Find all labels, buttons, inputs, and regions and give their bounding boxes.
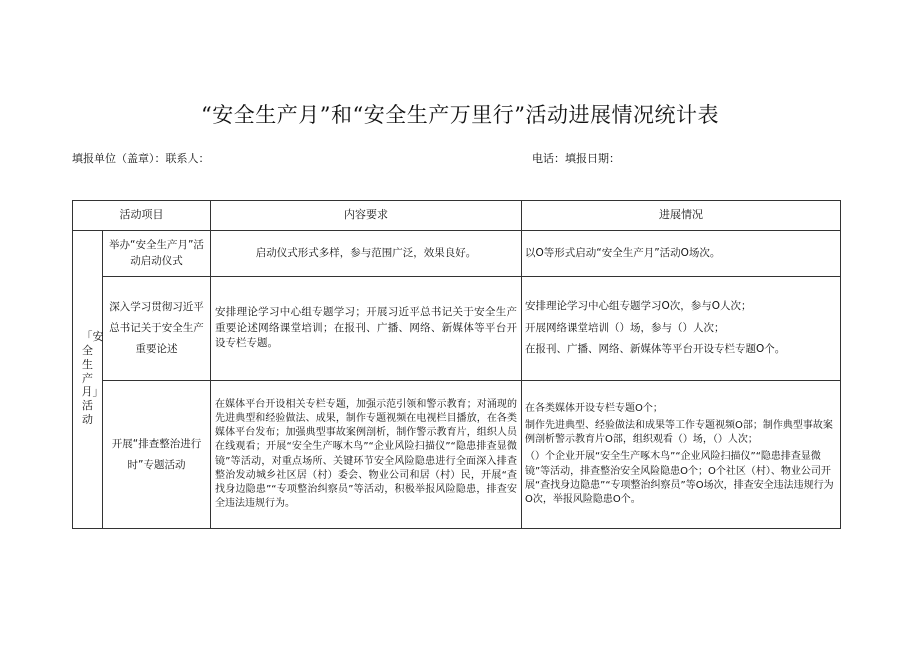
progress-line: 在报刊、广播、网络、新媒体等平台开设专栏专题O个。 bbox=[525, 343, 786, 356]
activity-item-cell: 深入学习贯彻习近平总书记关于安全生产重要论述 bbox=[103, 277, 211, 381]
progress-line: 开展网络课堂培训（）场，参与（）人次； bbox=[525, 321, 725, 334]
header-activity-item: 活动项目 bbox=[73, 201, 211, 231]
header-content-requirement: 内容要求 bbox=[211, 201, 522, 231]
progress-line: 制作先进典型、经验做法和成果等工作专题视频O部；制作典型事故案例剖析警示教育片O部，组织观看（）场，（）人次； bbox=[525, 420, 833, 446]
requirement-cell: 安排理论学习中心组专题学习；开展习近平总书记关于安全生产重要论述网络课堂培训；在报刊、广播、网络、新媒体等平台开设专栏专题。 bbox=[211, 277, 522, 381]
requirement-cell: 在媒体平台开设相关专栏专题，加强示范引领和警示教育；对涌现的先进典型和经验做法、成果，制作专题视频在电视栏目播放，在各类媒体平台发布；加强典型事故案例剖析，制作警示教育片，组织人员在线观看；开展“安全生产啄木鸟”“企业风险扫描仪”“隐患排查显微镜”等活动，对重点场所、关键环节安全风险隐患进行全面深入排查整治发动城乡社区居（村）委会、物业公司和居（村）民，开展“查找身边隐患”“专项整治纠察员”等活动，积极举报风险隐患，排查安全违法违规行为。 bbox=[211, 381, 522, 529]
phone-filing-date: 电话：填报日期： bbox=[532, 152, 620, 165]
requirement-cell: 启动仪式形式多样，参与范围广泛，效果良好。 bbox=[211, 231, 522, 277]
progress-cell bbox=[522, 381, 841, 529]
filing-unit-contact: 填报单位（盖章）：联系人： bbox=[72, 152, 210, 165]
table-row bbox=[73, 231, 841, 277]
progress-line: （）个企业开展“安全生产啄木鸟”“企业风险扫描仪”“隐患排查显微镜”等活动，排查整治安全风险隐患O个；O个社区（村）、物业公司开展“查找身边隐患”“专项整治纠察员”等O场次，排查安全违法违规行为O次，举报风险隐患O个。 bbox=[525, 451, 834, 505]
progress-line: 在各类媒体开设专栏专题O个； bbox=[525, 402, 663, 414]
activity-item-cell: 开展“排查整治进行时”专题活动 bbox=[103, 381, 211, 529]
table-row bbox=[73, 381, 841, 529]
category-label: 「安全生产月」活动 bbox=[81, 330, 104, 426]
progress-cell bbox=[522, 231, 841, 277]
progress-cell bbox=[522, 277, 841, 381]
page-title: “安全生产月”和“安全生产万里行”活动进展情况统计表 bbox=[201, 103, 719, 127]
category-cell bbox=[73, 231, 103, 529]
header-progress: 进展情况 bbox=[522, 201, 841, 231]
table-header-row bbox=[73, 201, 841, 231]
table-row bbox=[73, 277, 841, 381]
progress-line: 安排理论学习中心组专题学习O次，参与O人次； bbox=[525, 299, 752, 312]
progress-line: 以O等形式启动“安全生产月”活动O场次。 bbox=[525, 246, 721, 259]
activity-item-cell: 举办“安全生产月”活动启动仪式 bbox=[103, 231, 211, 277]
activity-statistics-table bbox=[72, 200, 841, 529]
